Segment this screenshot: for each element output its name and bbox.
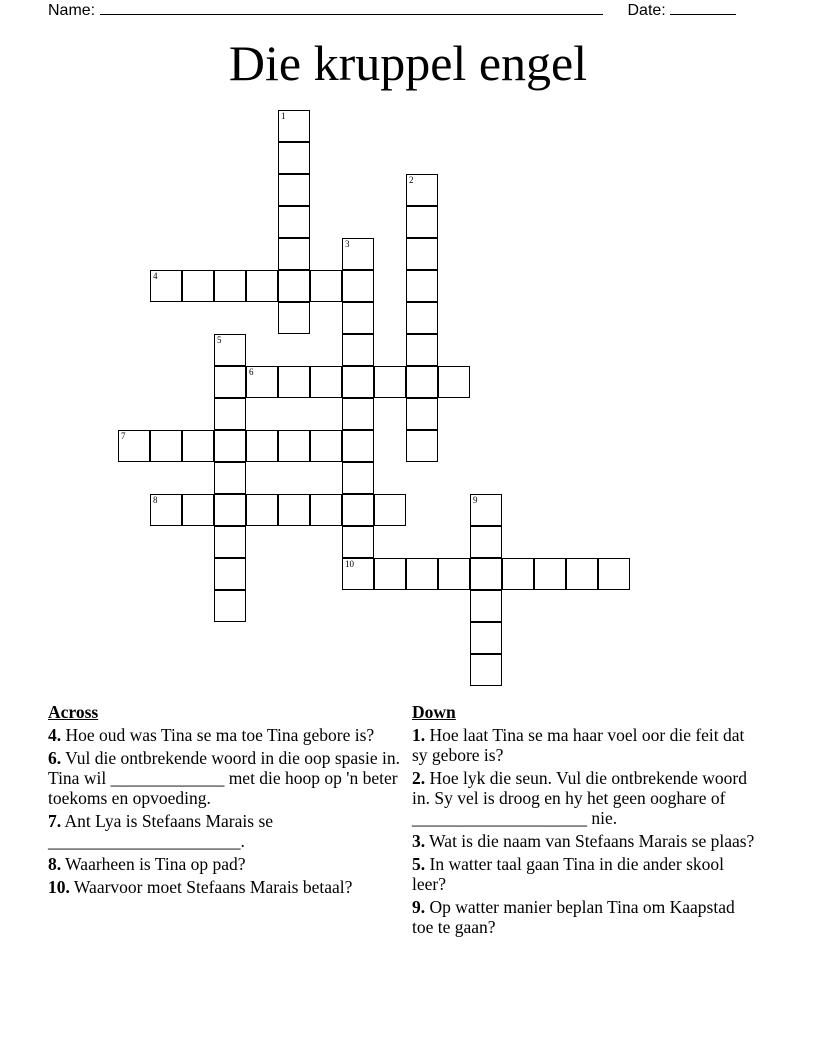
clue-number: 6. — [48, 748, 62, 768]
grid-cell[interactable] — [150, 270, 182, 302]
grid-cell[interactable] — [278, 206, 310, 238]
grid-cell[interactable] — [310, 494, 342, 526]
grid-cell[interactable] — [406, 302, 438, 334]
grid-cell[interactable] — [310, 430, 342, 462]
cell-number: 6 — [249, 367, 254, 377]
grid-cell[interactable] — [342, 366, 374, 398]
down-clue — [412, 768, 757, 828]
grid-cell[interactable] — [502, 558, 534, 590]
grid-cell[interactable] — [534, 558, 566, 590]
grid-cell[interactable] — [342, 462, 374, 494]
clue-number: 1. — [412, 725, 426, 745]
grid-cell[interactable] — [310, 270, 342, 302]
grid-cell[interactable] — [150, 430, 182, 462]
grid-cell[interactable] — [118, 430, 150, 462]
grid-cell[interactable] — [438, 366, 470, 398]
down-clue — [412, 725, 757, 765]
grid-cell[interactable] — [406, 334, 438, 366]
across-clues — [48, 702, 400, 900]
grid-cell[interactable] — [278, 270, 310, 302]
clue-text: Hoe laat Tina se ma haar voel oor die feit dat sy gebore is? — [412, 725, 745, 765]
grid-cell[interactable] — [598, 558, 630, 590]
grid-cell[interactable] — [214, 398, 246, 430]
name-label: Name: — [48, 2, 96, 19]
down-clue-list — [412, 725, 757, 937]
grid-cell[interactable] — [214, 558, 246, 590]
grid-cell[interactable] — [470, 494, 502, 526]
grid-cell[interactable] — [214, 270, 246, 302]
clue-number: 5. — [412, 854, 426, 874]
grid-cell[interactable] — [470, 590, 502, 622]
grid-cell[interactable] — [406, 558, 438, 590]
grid-cell[interactable] — [246, 270, 278, 302]
clue-number: 4. — [48, 725, 62, 745]
down-clue — [412, 831, 757, 851]
cell-number: 5 — [217, 335, 222, 345]
grid-cell[interactable] — [278, 494, 310, 526]
grid-cell[interactable] — [342, 398, 374, 430]
clue-text: Hoe oud was Tina se ma toe Tina gebore is? — [61, 725, 375, 745]
grid-cell[interactable] — [406, 398, 438, 430]
cell-number: 2 — [409, 175, 414, 185]
grid-cell[interactable] — [214, 526, 246, 558]
grid-cell[interactable] — [342, 238, 374, 270]
grid-cell[interactable] — [374, 558, 406, 590]
clue-text: In watter taal gaan Tina in die ander skool leer? — [412, 854, 725, 894]
grid-cell[interactable] — [342, 526, 374, 558]
grid-cell[interactable] — [406, 238, 438, 270]
grid-cell[interactable] — [246, 430, 278, 462]
cell-number: 4 — [153, 271, 158, 281]
grid-cell[interactable] — [406, 270, 438, 302]
grid-cell[interactable] — [182, 430, 214, 462]
grid-cell[interactable] — [214, 366, 246, 398]
clue-text: Op watter manier beplan Tina om Kaapstad toe te gaan? — [412, 897, 735, 937]
clue-number: 2. — [412, 768, 426, 788]
grid-cell[interactable] — [374, 494, 406, 526]
grid-cell[interactable] — [374, 366, 406, 398]
grid-cell[interactable] — [438, 558, 470, 590]
grid-cell[interactable] — [342, 302, 374, 334]
clue-number: 10. — [48, 877, 70, 897]
grid-cell[interactable] — [470, 526, 502, 558]
grid-cell[interactable] — [278, 110, 310, 142]
grid-cell[interactable] — [342, 430, 374, 462]
clue-number: 7. — [48, 811, 62, 831]
grid-cell[interactable] — [278, 302, 310, 334]
grid-cell[interactable] — [150, 494, 182, 526]
cell-number: 7 — [121, 431, 126, 441]
across-clue-list — [48, 725, 400, 897]
grid-cell[interactable] — [342, 270, 374, 302]
cell-number: 8 — [153, 495, 158, 505]
down-heading: Down — [412, 702, 456, 722]
clue-text: Waarvoor moet Stefaans Marais betaal? — [69, 877, 353, 897]
grid-cell[interactable] — [246, 494, 278, 526]
grid-cell[interactable] — [278, 142, 310, 174]
grid-cell[interactable] — [406, 206, 438, 238]
grid-cell[interactable] — [182, 494, 214, 526]
cell-number: 1 — [281, 111, 286, 121]
grid-cell[interactable] — [214, 430, 246, 462]
clue-text: Hoe lyk die seun. Vul die ontbrekende woord in. Sy vel is droog en hy het geen ooghare of ____________________ nie. — [412, 768, 747, 828]
cell-number: 10 — [345, 559, 354, 569]
grid-cell[interactable] — [310, 366, 342, 398]
date-label: Date: — [627, 2, 666, 19]
grid-cell[interactable] — [566, 558, 598, 590]
clue-number: 8. — [48, 854, 62, 874]
puzzle-title: Die kruppel engel — [228, 35, 588, 91]
clue-text: Ant Lya is Stefaans Marais se ______________________. — [48, 811, 274, 851]
across-clue — [48, 725, 400, 745]
grid-cell[interactable] — [406, 430, 438, 462]
across-heading: Across — [48, 702, 99, 722]
down-clues — [412, 702, 757, 940]
clue-text: Waarheen is Tina op pad? — [61, 854, 246, 874]
cell-number: 3 — [345, 239, 350, 249]
down-clue — [412, 897, 757, 937]
grid-cell[interactable] — [278, 174, 310, 206]
grid-cell[interactable] — [214, 462, 246, 494]
grid-cell[interactable] — [406, 174, 438, 206]
grid-cell[interactable] — [182, 270, 214, 302]
grid-cell[interactable] — [470, 654, 502, 686]
across-clue — [48, 854, 400, 874]
grid-cell[interactable] — [278, 430, 310, 462]
across-clue — [48, 877, 400, 897]
grid-cell[interactable] — [214, 590, 246, 622]
grid-cell[interactable] — [470, 622, 502, 654]
clue-number: 3. — [412, 831, 426, 851]
grid-cell[interactable] — [342, 494, 374, 526]
grid-cell[interactable] — [278, 238, 310, 270]
grid-cell[interactable] — [214, 334, 246, 366]
grid-cell[interactable] — [406, 366, 438, 398]
grid-cell[interactable] — [278, 366, 310, 398]
clue-number: 9. — [412, 897, 426, 917]
grid-cell[interactable] — [470, 558, 502, 590]
clue-text: Vul die ontbrekende woord in die oop spasie in. Tina wil _____________ met die hoop op 'n beter toekoms en opvoeding. — [48, 748, 400, 808]
across-clue — [48, 811, 400, 851]
down-clue — [412, 854, 757, 894]
clue-text: Wat is die naam van Stefaans Marais se plaas? — [425, 831, 755, 851]
grid-cell[interactable] — [214, 494, 246, 526]
across-clue — [48, 748, 400, 808]
grid-cell[interactable] — [246, 366, 278, 398]
cell-number: 9 — [473, 495, 478, 505]
grid-cell[interactable] — [342, 334, 374, 366]
grid-cell[interactable] — [342, 558, 374, 590]
